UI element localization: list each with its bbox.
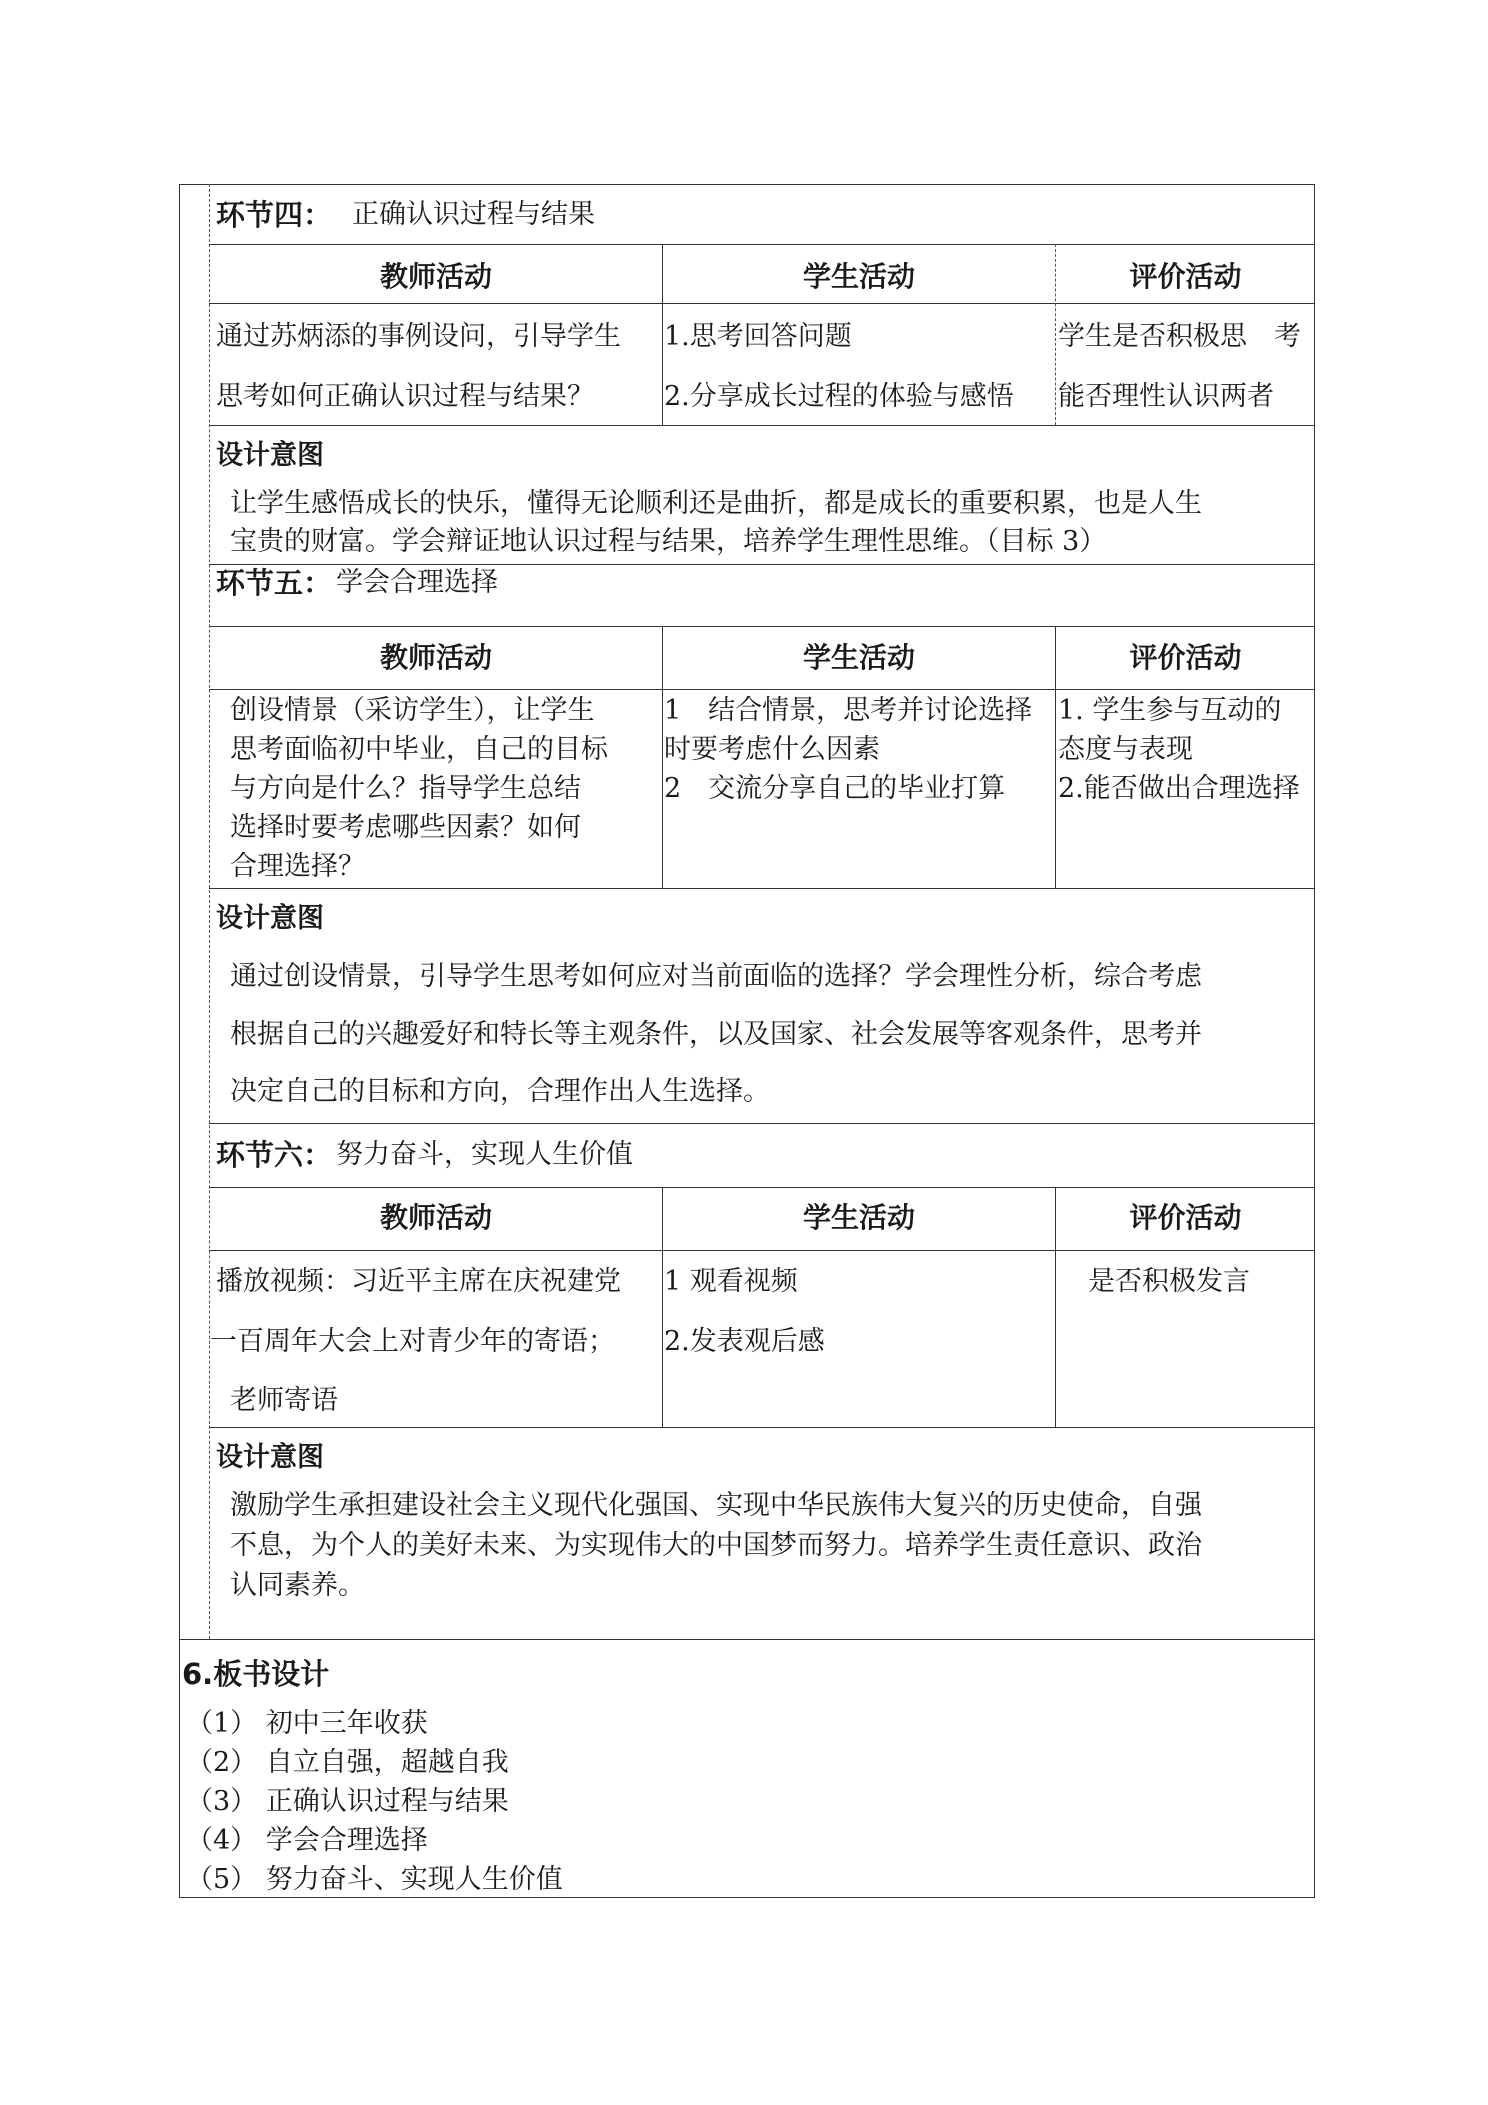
- rule: [209, 1123, 1315, 1124]
- teacher-line: 一百周年大会上对青少年的寄语；: [210, 1326, 615, 1357]
- student-line: 2 交流分享自己的毕业打算: [664, 773, 1006, 804]
- intent-line: 让学生感悟成长的快乐，懂得无论顺利还是曲折，都是成长的重要积累，也是人生: [230, 488, 1202, 519]
- board-item: （4） 学会合理选择: [186, 1825, 428, 1856]
- eval-line: 2.能否做出合理选择: [1058, 773, 1300, 804]
- teacher-line: 与方向是什么？指导学生总结: [230, 773, 581, 804]
- intent-line: 认同素养。: [230, 1570, 365, 1601]
- section-title: 正确认识过程与结果: [352, 199, 595, 230]
- board-item: （3） 正确认识过程与结果: [186, 1786, 509, 1817]
- eval-line: 能否理性认识两者: [1058, 381, 1274, 412]
- rule: [209, 425, 1315, 426]
- teacher-line: 老师寄语: [230, 1385, 338, 1416]
- eval-line: 1. 学生参与互动的: [1058, 695, 1282, 726]
- rule: [209, 689, 1315, 690]
- rule: [209, 1187, 1315, 1188]
- teacher-line: 思考如何正确认识过程与结果？: [216, 381, 594, 412]
- header-student: 学生活动: [802, 1201, 915, 1234]
- section-label: 环节五：: [216, 566, 333, 600]
- intent-line: 不息，为个人的美好未来、为实现伟大的中国梦而努力。培养学生责任意识、政治: [230, 1530, 1202, 1561]
- teacher-line: 创设情景（采访学生），让学生: [230, 695, 595, 726]
- section-label: 环节六：: [216, 1138, 333, 1172]
- header-teacher: 教师活动: [379, 260, 492, 293]
- teacher-line: 思考面临初中毕业，自己的目标: [230, 734, 608, 765]
- student-line: 2.分享成长过程的体验与感悟: [664, 381, 1014, 412]
- header-student: 学生活动: [802, 260, 915, 293]
- intent-title: 设计意图: [216, 903, 324, 934]
- header-eval: 评价活动: [1129, 641, 1242, 674]
- intent-line: 激励学生承担建设社会主义现代化强国、实现中华民族伟大复兴的历史使命，自强: [230, 1490, 1202, 1521]
- section-title: 努力奋斗，实现人生价值: [336, 1139, 633, 1170]
- student-line: 2.发表观后感: [664, 1326, 825, 1357]
- rule: [209, 1427, 1315, 1428]
- section-label: 环节四：: [216, 198, 333, 232]
- rule: [209, 1250, 1315, 1251]
- student-line: 时要考虑什么因素: [664, 734, 880, 765]
- intent-line: 根据自己的兴趣爱好和特长等主观条件，以及国家、社会发展等客观条件，思考并: [230, 1019, 1202, 1050]
- board-item: （5） 努力奋斗、实现人生价值: [186, 1864, 563, 1895]
- header-student: 学生活动: [802, 641, 915, 674]
- teacher-line: 选择时要考虑哪些因素？如何: [230, 812, 581, 843]
- header-teacher: 教师活动: [379, 641, 492, 674]
- rule: [209, 888, 1315, 889]
- inner-left-border: [209, 184, 210, 1639]
- board-item: （2） 自立自强，超越自我: [186, 1747, 509, 1778]
- section-title: 学会合理选择: [336, 567, 498, 598]
- intent-line: 通过创设情景，引导学生思考如何应对当前面临的选择？学会理性分析，综合考虑: [230, 961, 1202, 992]
- intent-title: 设计意图: [216, 1442, 324, 1473]
- student-line: 1.思考回答问题: [664, 321, 852, 352]
- rule: [209, 564, 1315, 565]
- rule: [209, 626, 1315, 627]
- header-teacher: 教师活动: [379, 1201, 492, 1234]
- intent-line: 决定自己的目标和方向，合理作出人生选择。: [230, 1076, 770, 1107]
- student-line: 1 观看视频: [664, 1266, 798, 1297]
- eval-line: 学生是否积极思 考: [1058, 321, 1301, 352]
- header-eval: 评价活动: [1129, 260, 1242, 293]
- teacher-line: 合理选择？: [230, 851, 365, 882]
- intent-title: 设计意图: [216, 440, 324, 471]
- intent-line: 宝贵的财富。学会辩证地认识过程与结果，培养学生理性思维。（目标 3）: [230, 526, 1107, 557]
- board-title: 6.板书设计: [182, 1657, 330, 1691]
- rule: [209, 244, 1315, 245]
- teacher-line: 通过苏炳添的事例设问，引导学生: [216, 321, 621, 352]
- rule: [209, 303, 1315, 304]
- eval-line: 是否积极发言: [1088, 1266, 1250, 1297]
- eval-line: 态度与表现: [1058, 734, 1193, 765]
- header-eval: 评价活动: [1129, 1201, 1242, 1234]
- teacher-line: 播放视频：习近平主席在庆祝建党: [216, 1266, 621, 1297]
- rule: [179, 1639, 1315, 1640]
- board-item: （1） 初中三年收获: [186, 1708, 428, 1739]
- student-line: 1 结合情景，思考并讨论选择: [664, 695, 1033, 726]
